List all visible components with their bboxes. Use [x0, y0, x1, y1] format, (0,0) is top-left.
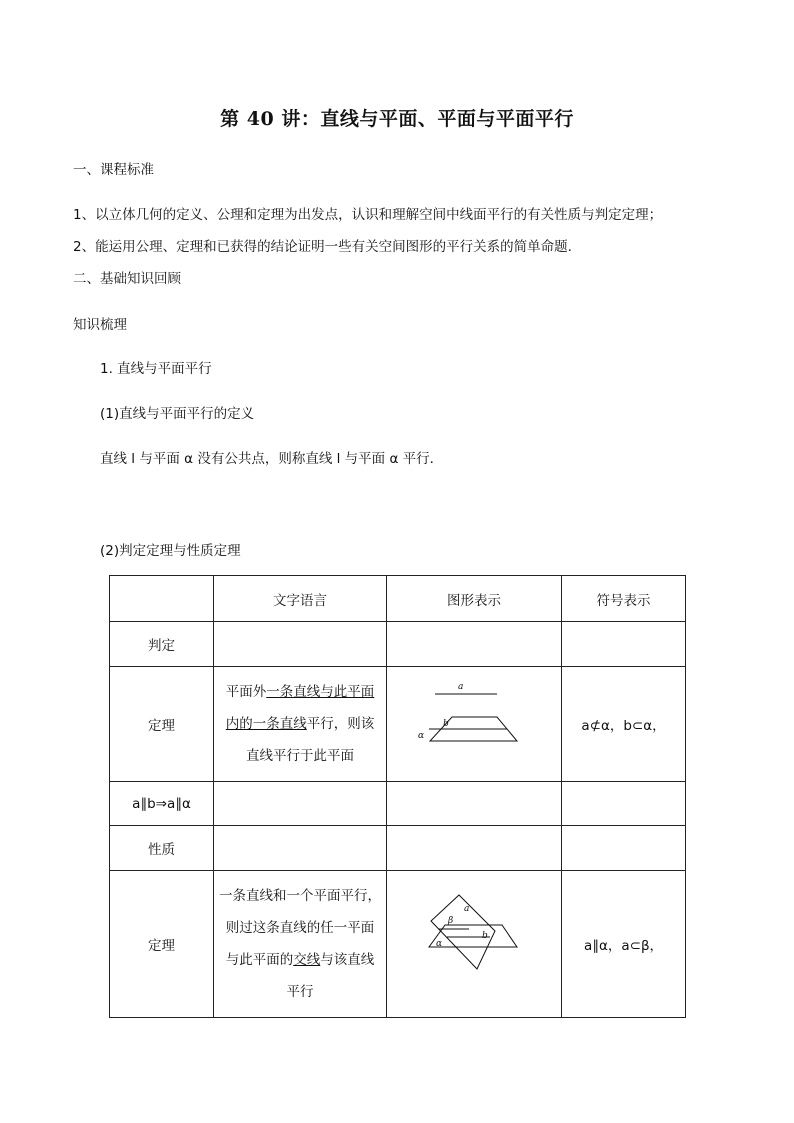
definition-text: 直线 l 与平面 α 没有公共点，则称直线 l 与平面 α 平行． — [100, 451, 444, 467]
line-plane-parallel-figure — [387, 667, 561, 777]
table-row-judge-conclusion — [110, 782, 686, 826]
table-row-judge-theorem — [110, 667, 686, 782]
table-row-property — [110, 826, 686, 871]
plane-intersection-figure — [387, 871, 561, 1013]
standard-item-1: 1、以立体几何的定义、公理和定理为出发点，认识和理解空间中线面平行的有关性质与判定定理； — [73, 207, 663, 223]
theorem-heading: (2)判定定理与性质定理 — [100, 543, 241, 559]
plane-alpha-shape — [429, 925, 517, 947]
definition-heading: (1)直线与平面平行的定义 — [100, 406, 255, 422]
theorem-table — [109, 575, 686, 1018]
svg-text:a: a — [458, 682, 464, 692]
property-figure-cell — [387, 871, 562, 1018]
table-header-row — [110, 576, 686, 622]
header-symbol: 符号表示 — [562, 576, 686, 622]
header-text-language: 文字语言 — [214, 576, 387, 622]
section-heading-course-standards: 一、课程标准 — [73, 162, 154, 178]
svg-text:b: b — [482, 931, 488, 941]
theorem-label: 定理 — [110, 667, 214, 782]
table-row-judge — [110, 622, 686, 667]
property-symbol: a∥α，a⊂β， — [562, 871, 686, 1018]
judge-figure-cell — [387, 667, 562, 782]
section-heading-basic-knowledge: 二、基础知识回顾 — [73, 271, 181, 287]
judge-conclusion: a∥b⇒a∥α — [110, 782, 214, 826]
svg-text:a: a — [464, 904, 470, 914]
header-figure: 图形表示 — [387, 576, 562, 622]
svg-text:b: b — [443, 719, 449, 729]
standard-item-2: 2、能运用公理、定理和已获得的结论证明一些有关空间图形的平行关系的简单命题. — [73, 239, 572, 255]
property-label: 性质 — [110, 826, 214, 871]
svg-text:α: α — [436, 939, 443, 949]
header-empty-cell — [110, 576, 214, 622]
topic-line-plane-parallel: 1. 直线与平面平行 — [100, 361, 212, 377]
underlined-phrase: 交线 — [293, 952, 321, 968]
knowledge-summary-label: 知识梳理 — [73, 317, 127, 333]
table-row-property-theorem — [110, 871, 686, 1018]
underlined-phrase: 一条直线与此平面 — [266, 684, 375, 700]
underlined-phrase: 内的一条直线 — [225, 716, 307, 732]
svg-text:β: β — [448, 916, 454, 926]
judge-label: 判定 — [110, 622, 214, 667]
svg-text:α: α — [418, 731, 425, 741]
property-theorem-text: 一条直线和一个平面平行， 则过这条直线的任一平面 与此平面的交线与该直线 平行 — [214, 871, 387, 1018]
theorem-label: 定理 — [110, 871, 214, 1018]
judge-theorem-text: 平面外一条直线与此平面 内的一条直线平行，则该 直线平行于此平面 — [214, 667, 387, 782]
judge-symbol: a⊄α，b⊂α， — [562, 667, 686, 782]
page-title: 第 40 讲：直线与平面、平面与平面平行 — [220, 108, 574, 130]
